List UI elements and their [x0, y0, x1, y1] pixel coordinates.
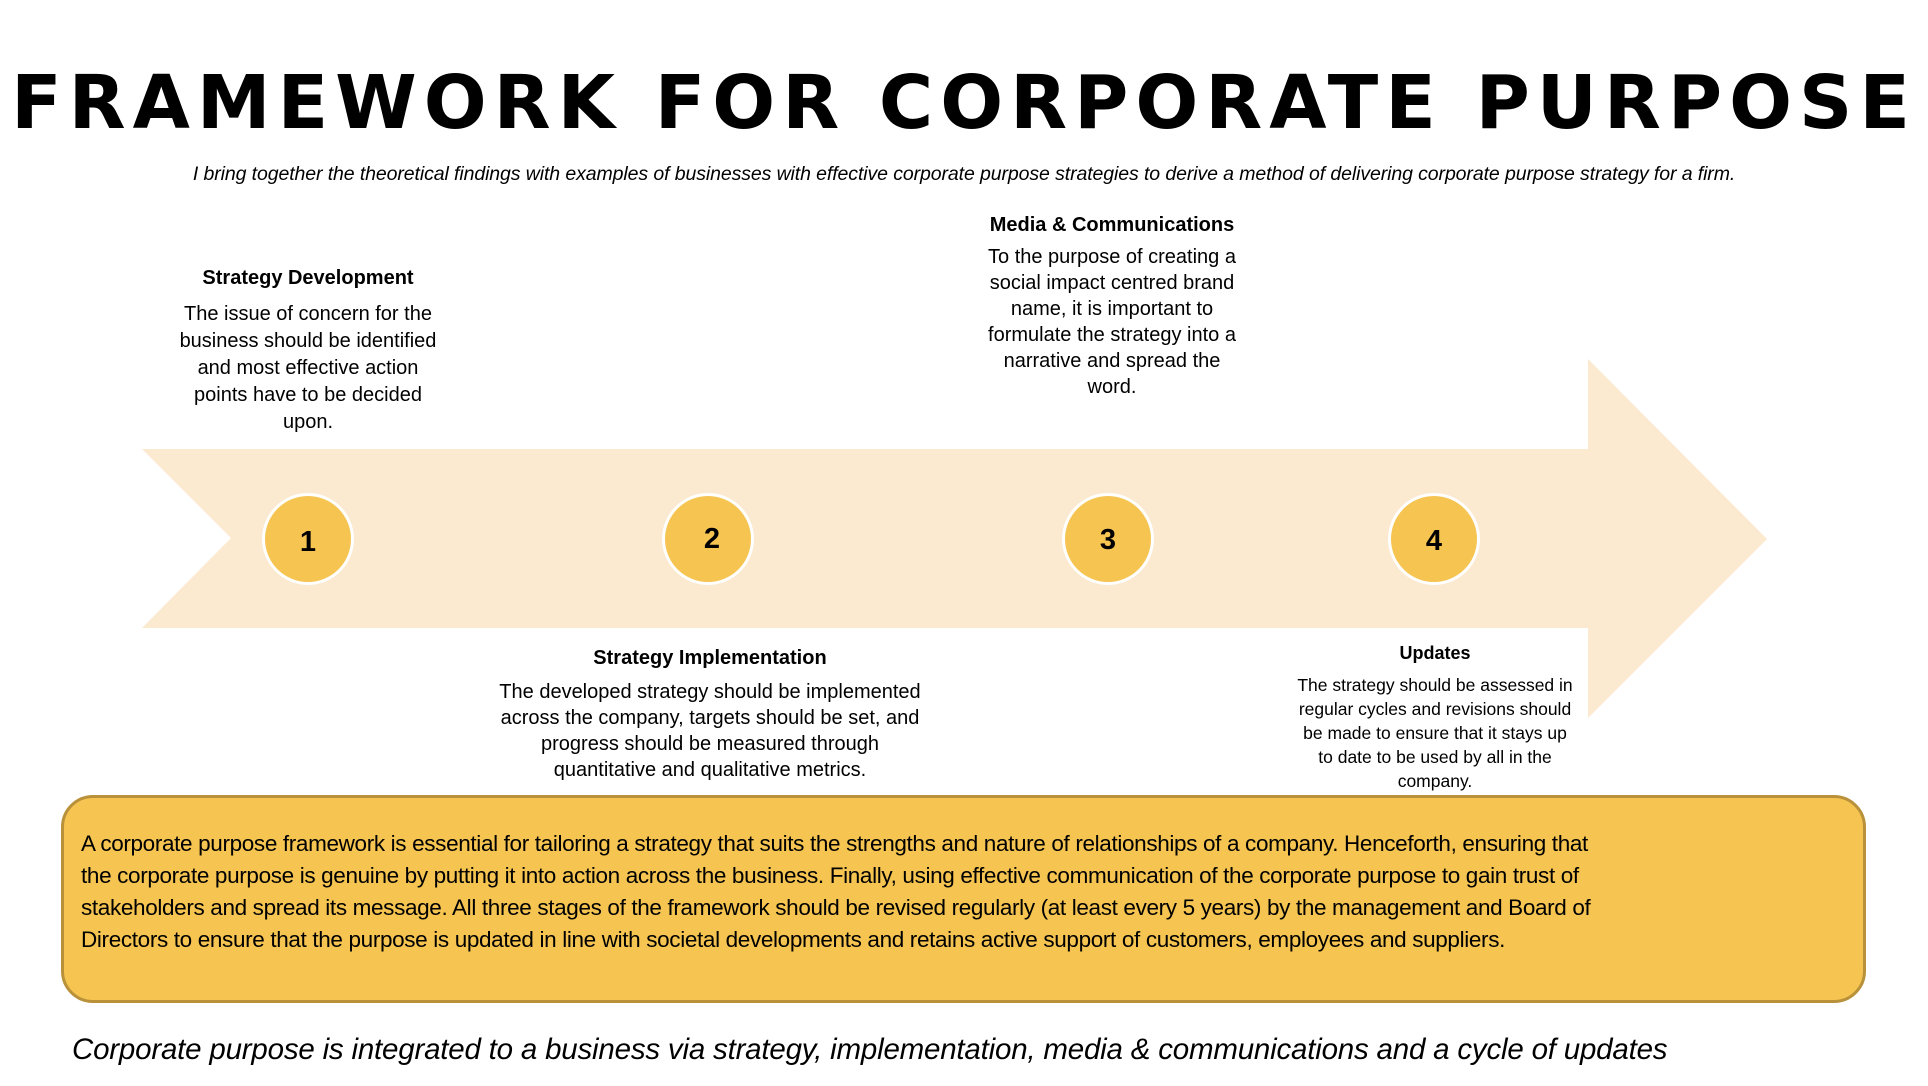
page-title: FRAMEWORK FOR CORPORATE PURPOSE: [11, 60, 1917, 146]
summary-text: A corporate purpose framework is essential for tailoring a strategy that suits the strengths and nature of relationships of a company. Henceforth, ensuring that the corporate purpose is genuine by putting it into action across the business. Finally, using effective communication of the corporate purpose to gain trust of stakeholders and spread its message. All three stages of the framework should be revised regularly (at least every 5 years) by the management and Board of Directors to ensure that the purpose is updated in line with societal developments and retains active support of customers, employees and suppliers.: [81, 831, 1591, 952]
step-1-heading: Strategy Development: [202, 267, 414, 289]
step-3-text: [942, 212, 1282, 400]
step-2-number-badge: 2: [662, 493, 754, 585]
step-4-text: [1275, 641, 1595, 793]
step-2-description: The developed strategy should be implemented across the company, targets should be set, and progress should be measured through quantitative and qualitative metrics.: [499, 681, 921, 781]
page-subtitle: I bring together the theoretical findings with examples of businesses with effective corporate purpose strategies to derive a method of delivering corporate purpose strategy for a firm.: [192, 163, 1736, 185]
step-3-number-badge: 3: [1062, 493, 1154, 585]
step-4-heading: Updates: [1399, 643, 1471, 663]
step-1-number-badge: 1: [262, 493, 354, 585]
step-1-description: The issue of concern for the business should be identified and most effective action points have to be decided upon.: [179, 303, 437, 433]
step-1-text: [148, 265, 468, 436]
step-4-description: The strategy should be assessed in regular cycles and revisions should be made to ensure that it stays up to date to be used by all in the company.: [1297, 675, 1573, 791]
bottom-caption: Corporate purpose is integrated to a business via strategy, implementation, media & communications and a cycle of updates: [72, 1033, 1668, 1066]
step-2-text: [460, 645, 960, 783]
step-4-number-badge: 4: [1388, 493, 1480, 585]
step-3-heading: Media & Communications: [989, 214, 1235, 236]
step-3-description: To the purpose of creating a social impact centred brand name, it is important to formulate the strategy into a narrative and spread the word.: [988, 246, 1236, 398]
step-2-heading: Strategy Implementation: [593, 647, 827, 669]
